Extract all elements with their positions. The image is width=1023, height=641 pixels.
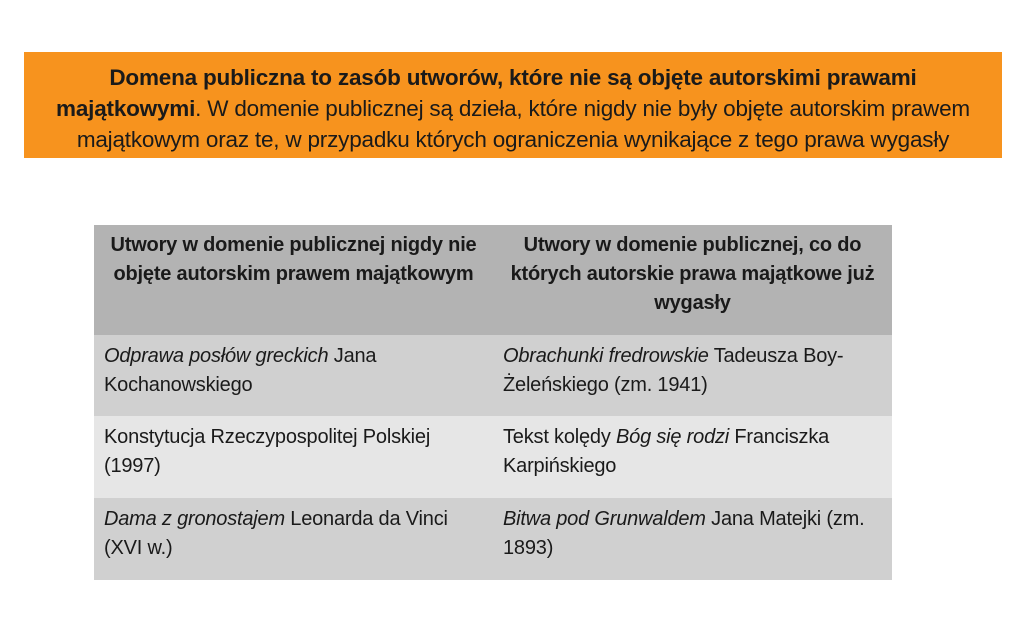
work-author: Leonarda da Vinci (XVI w.) <box>104 508 448 559</box>
definition-bold-text: Domena publiczna to zasób utworów, które nie są objęte autorskimi prawami majątkowymi <box>56 65 917 121</box>
work-title: Dama z gronostajem <box>104 508 285 530</box>
table-cell <box>94 416 493 498</box>
work-title: Konstytucja Rzeczypospolitej Polskiej (1997) <box>104 426 431 477</box>
table-row <box>94 416 892 498</box>
work-author: Tadeusza Boy-Żeleńskiego (zm. 1941) <box>503 345 844 396</box>
work-title: Bitwa pod Grunwaldem <box>503 508 706 530</box>
table-cell <box>94 335 493 416</box>
work-author: Jana Matejki (zm. 1893) <box>503 508 865 559</box>
definition-banner <box>24 52 1002 158</box>
table-cell <box>493 416 892 498</box>
public-domain-table <box>94 225 892 580</box>
header-expired-rights: Utwory w domenie publicznej, co do których autorskie prawa majątkowe już wygasły <box>493 225 892 335</box>
definition-normal-text: . W domenie publicznej są dzieła, które nigdy nie były objęte autorskim prawem majątkowym oraz te, w przypadku których ograniczenia wynikające z tego prawa wygasły <box>76 96 970 152</box>
header-never-protected: Utwory w domenie publicznej nigdy nie objęte autorskim prawem majątkowym <box>94 225 493 335</box>
table-header-row <box>94 225 892 335</box>
work-author: Jana Kochanowskiego <box>104 345 377 396</box>
work-prefix: Tekst kolędy <box>503 426 617 448</box>
table-cell <box>493 498 892 580</box>
work-title: Bóg się rodzi <box>616 426 730 448</box>
work-title: Obrachunki fredrowskie <box>503 345 709 367</box>
work-author: Franciszka Karpińskiego <box>503 426 830 477</box>
table-cell <box>94 498 493 580</box>
work-title: Odprawa posłów greckich <box>104 345 329 367</box>
table-cell <box>493 335 892 416</box>
table-row <box>94 335 892 416</box>
table-row <box>94 498 892 580</box>
